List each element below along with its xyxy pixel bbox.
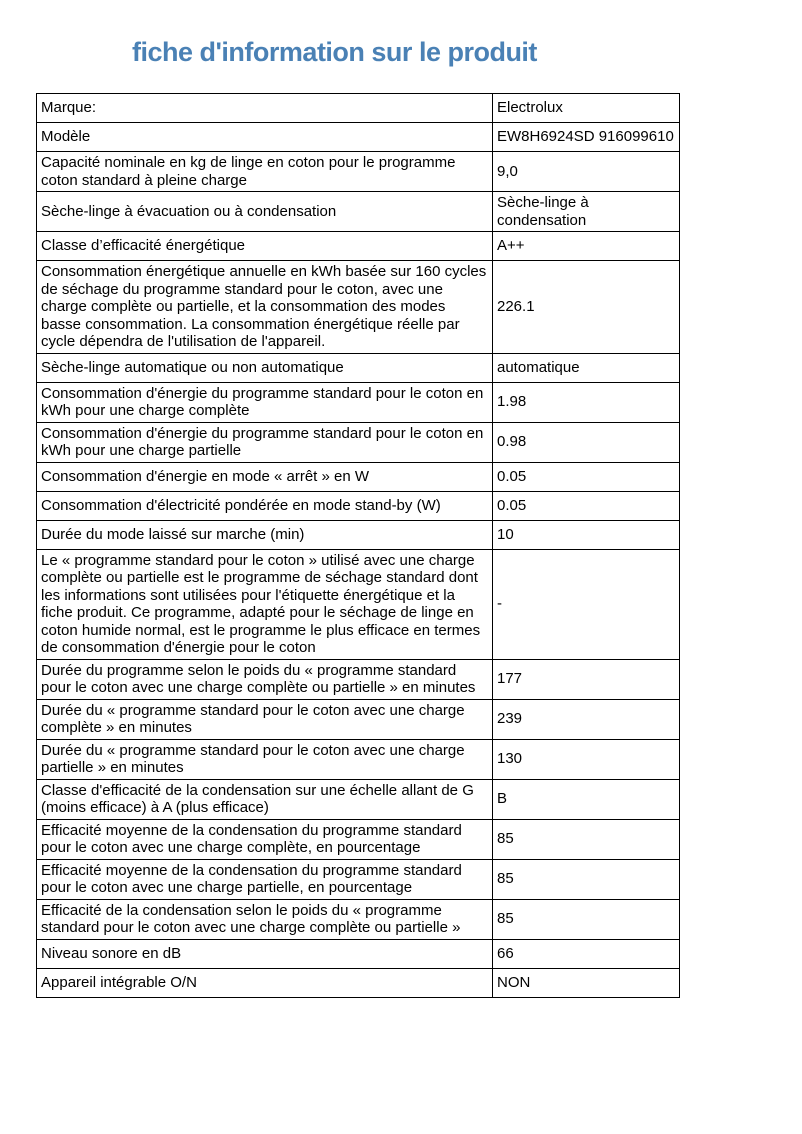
row-label: Classe d’efficacité énergétique (37, 232, 493, 261)
row-value: Sèche-linge à condensation (493, 192, 680, 232)
row-value: 66 (493, 939, 680, 968)
row-label: Consommation d'électricité pondérée en mode stand-by (W) (37, 491, 493, 520)
row-label: Consommation d'énergie en mode « arrêt » en W (37, 462, 493, 491)
row-label: Consommation énergétique annuelle en kWh basée sur 160 cycles de séchage du programme standard pour le coton, avec une charge complète ou partielle, et la consommation des modes basse consommation. La consommation énergétique réelle par cycle dépendra de l'utilisation de l'appareil. (37, 261, 493, 354)
table-row (37, 968, 680, 997)
row-value: 130 (493, 739, 680, 779)
row-value: 1.98 (493, 382, 680, 422)
row-value: 177 (493, 659, 680, 699)
table-row (37, 462, 680, 491)
row-label: Classe d'efficacité de la condensation sur une échelle allant de G (moins efficace) à A (plus efficace) (37, 779, 493, 819)
row-label: Efficacité moyenne de la condensation du programme standard pour le coton avec une charge complète, en pourcentage (37, 819, 493, 859)
row-value: 9,0 (493, 152, 680, 192)
row-label: Marque: (37, 94, 493, 123)
table-row (37, 520, 680, 549)
table-row (37, 779, 680, 819)
row-label: Efficacité moyenne de la condensation du programme standard pour le coton avec une charge partielle, en pourcentage (37, 859, 493, 899)
row-value: 0.05 (493, 462, 680, 491)
row-value: 85 (493, 859, 680, 899)
table-row (37, 491, 680, 520)
row-label: Durée du programme selon le poids du « programme standard pour le coton avec une charge complète ou partielle » en minutes (37, 659, 493, 699)
row-value: 0.98 (493, 422, 680, 462)
table-row (37, 549, 680, 659)
table-row (37, 899, 680, 939)
row-value: 0.05 (493, 491, 680, 520)
row-label: Sèche-linge automatique ou non automatique (37, 353, 493, 382)
table-row (37, 939, 680, 968)
row-value: automatique (493, 353, 680, 382)
row-label: Appareil intégrable O/N (37, 968, 493, 997)
table-row (37, 699, 680, 739)
row-label: Efficacité de la condensation selon le poids du « programme standard pour le coton avec une charge complète ou partielle » (37, 899, 493, 939)
table-row (37, 261, 680, 354)
row-value: 85 (493, 819, 680, 859)
row-label: Durée du mode laissé sur marche (min) (37, 520, 493, 549)
table-row (37, 353, 680, 382)
row-value: Electrolux (493, 94, 680, 123)
row-label: Sèche-linge à évacuation ou à condensation (37, 192, 493, 232)
table-row (37, 659, 680, 699)
row-value: A++ (493, 232, 680, 261)
row-label: Niveau sonore en dB (37, 939, 493, 968)
row-label: Consommation d'énergie du programme standard pour le coton en kWh pour une charge complète (37, 382, 493, 422)
table-row (37, 192, 680, 232)
table-row (37, 232, 680, 261)
product-info-table-body (37, 94, 680, 998)
row-label: Modèle (37, 123, 493, 152)
row-value: 226.1 (493, 261, 680, 354)
row-value: EW8H6924SD 916099610 (493, 123, 680, 152)
row-label: Le « programme standard pour le coton » utilisé avec une charge complète ou partielle est le programme de séchage standard dont les informations sont utilisées pour l'étiquette énergétique et la fiche produit. Ce programme, adapté pour le séchage de linge en coton humide normal, est le programme le plus efficace en termes de consommation d'énergie pour le coton (37, 549, 493, 659)
row-value: - (493, 549, 680, 659)
table-row (37, 819, 680, 859)
table-row (37, 422, 680, 462)
row-label: Durée du « programme standard pour le coton avec une charge partielle » en minutes (37, 739, 493, 779)
table-row (37, 859, 680, 899)
row-label: Consommation d'énergie du programme standard pour le coton en kWh pour une charge partielle (37, 422, 493, 462)
table-row (37, 739, 680, 779)
table-row (37, 94, 680, 123)
table-row (37, 123, 680, 152)
page-title: fiche d'information sur le produit (132, 37, 537, 67)
table-row (37, 382, 680, 422)
row-value: NON (493, 968, 680, 997)
row-value: 239 (493, 699, 680, 739)
row-label: Capacité nominale en kg de linge en coton pour le programme coton standard à pleine charge (37, 152, 493, 192)
row-value: 10 (493, 520, 680, 549)
row-value: B (493, 779, 680, 819)
row-label: Durée du « programme standard pour le coton avec une charge complète » en minutes (37, 699, 493, 739)
product-info-table (36, 93, 680, 998)
table-row (37, 152, 680, 192)
row-value: 85 (493, 899, 680, 939)
